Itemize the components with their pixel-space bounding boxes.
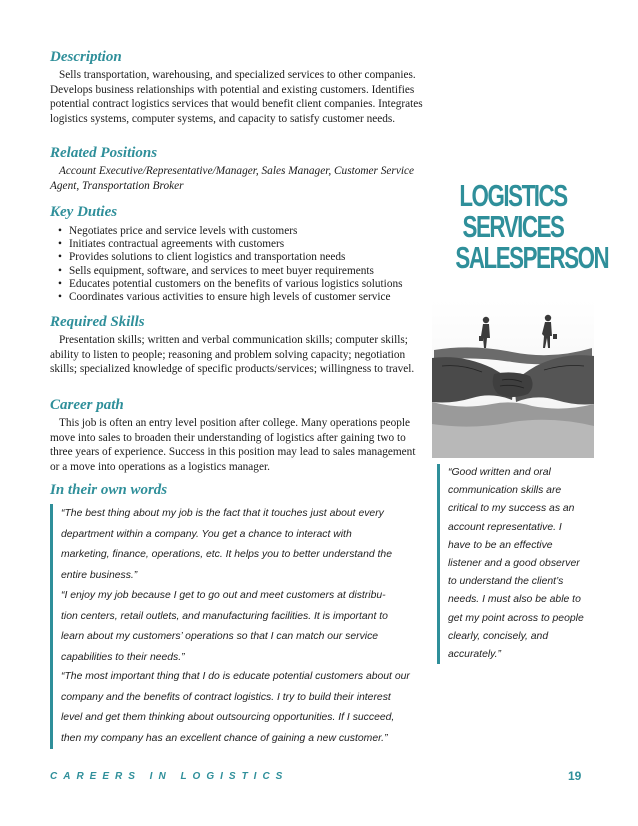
duty-item: • Initiates contractual agreements with customers — [58, 238, 430, 251]
own-words-heading: In their own words — [50, 482, 168, 498]
duties-heading: Key Duties — [50, 204, 118, 220]
career-heading: Career path — [50, 397, 124, 413]
description-section — [50, 49, 425, 126]
footer-label: CAREERS IN LOGISTICS — [50, 771, 289, 782]
page-number: 19 — [568, 769, 582, 783]
description-text: Sells transportation, warehousing, and specialized services to other companies. Develops business relationships with potential and existing customers. Identifies potential contract logistics services that would benefit client companies. Integrates logistics systems, computer systems, and capacity to satisfy customer needs. — [50, 69, 423, 125]
job-title-line2: SERVICES — [462, 209, 564, 244]
duty-item: • Provides solutions to client logistics and transportation needs — [58, 251, 430, 264]
duties-section — [50, 204, 430, 304]
handshake-image — [432, 300, 594, 458]
side-quote-text: “Good written and oral communication skills are critical to my success as an account representative. I have to be an effective listener and a good observer to understand the client’s needs. I must also be able to get my point across to people clearly, concisely, and accurately.” — [437, 464, 587, 664]
own-words-section — [50, 482, 410, 499]
skills-section — [50, 314, 425, 377]
related-section — [50, 145, 425, 193]
duty-item: • Coordinates various activities to ensure high levels of customer service — [58, 291, 430, 304]
description-heading: Description — [50, 49, 122, 65]
career-text: This job is often an entry level position after college. Many operations people move into sales to broaden their understanding of logistics after gaining two to three years of experience. Success in this position may lead to sales management or a move into operations as a logistics manager. — [50, 417, 416, 473]
quote-block-1 — [50, 504, 395, 586]
handshake-illustration — [432, 300, 594, 458]
quote-text: “The most important thing that I do is educate potential customers about our company and the benefits of contract logistics. I try to build their interest level and get them thinking about outsourcing opportunities. If I succeed, then my company has an excellent chance of gaining a new customer.” — [50, 667, 410, 749]
duty-item: • Sells equipment, software, and services to meet buyer requirements — [58, 265, 430, 278]
skills-heading: Required Skills — [50, 314, 145, 330]
quote-block-2 — [50, 586, 395, 668]
related-text: Account Executive/Representative/Manager, Sales Manager, Customer Service Agent, Transportation Broker — [50, 165, 415, 192]
duty-item: • Negotiates price and service levels with customers — [58, 225, 430, 238]
related-heading: Related Positions — [50, 145, 158, 161]
quote-text: “The best thing about my job is the fact that it touches just about every department within a company. You get a chance to interact with marketing, finance, operations, etc. It helps you to better understand the entire business.” — [50, 504, 395, 586]
job-title-line3: SALESPERSON — [455, 240, 609, 275]
quote-text: “I enjoy my job because I get to go out and meet customers at distribu-tion centers, retail outlets, and manufacturing facilities. It is important to learn about my customers’ operations so that I can match our service capabilities to their needs.” — [50, 586, 395, 668]
side-quote-block — [437, 464, 587, 664]
job-title-line1: LOGISTICS — [459, 178, 567, 213]
duties-list — [58, 225, 430, 304]
job-title — [433, 178, 609, 275]
career-section — [50, 397, 425, 474]
duty-item: • Educates potential customers on the benefits of various logistics solutions — [58, 278, 430, 291]
skills-text: Presentation skills; written and verbal communication skills; computer skills; ability to listen to people; reasoning and problem solving capacity; negotiation skills; specialized knowledge of specific products/services; willingness to travel. — [50, 334, 415, 376]
quote-block-3 — [50, 667, 410, 749]
